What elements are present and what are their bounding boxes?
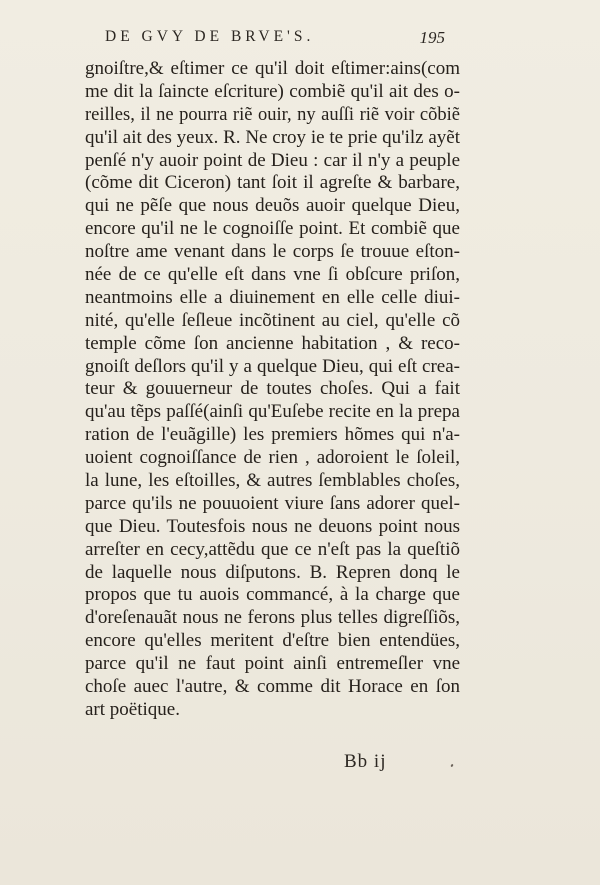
text-line: qu'au tẽps paſſé(ainſi qu'Euſebe recite en la prepa xyxy=(85,401,460,423)
text-line: ration de l'euãgille) les premiers hõmes qui n'a- xyxy=(85,424,460,446)
text-line: choſe auec l'autre, & comme dit Horace en ſon xyxy=(85,676,460,698)
text-line: penſé n'y auoir point de Dieu : car il n'y a peuple xyxy=(85,149,460,171)
text-line: teur & gouuerneur de toutes choſes. Qui a fait xyxy=(85,378,460,400)
text-line: de laquelle nous diſputons. B. Repren donq le xyxy=(85,561,460,583)
text-line: reilles, il ne pourra riẽ ouir, ny auſſi riẽ voir cõbiẽ xyxy=(85,104,460,125)
text-line: noſtre ame venant dans le corps ſe trouue eſton- xyxy=(85,241,460,263)
text-line: gnoiſtre,& eſtimer ce qu'il doit eſtimer:ains(com xyxy=(85,58,460,79)
text-line: encore qu'il ne le cognoiſſe point. Et combiẽ que xyxy=(85,218,460,240)
ink-speck xyxy=(450,764,453,768)
running-title: DE GVY DE BRVE'S. xyxy=(105,28,315,45)
text-line: uoient cognoiſſance de rien , adoroient le ſoleil, xyxy=(85,447,460,469)
text-line: parce qu'ils ne pouuoient viure ſans adorer quel- xyxy=(85,492,460,514)
text-line: parce qu'il ne faut point ainſi entremeſler vne xyxy=(85,653,460,675)
text-line: que Dieu. Toutesfois nous ne deuons point nous xyxy=(85,515,460,537)
text-line: neantmoins elle a diuinement en elle celle diui- xyxy=(85,286,460,308)
text-line: née de ce qu'elle eſt dans vne ſi obſcure priſon, xyxy=(85,264,460,286)
signature-mark: Bb ij xyxy=(344,751,387,772)
text-line: nité, qu'elle ſeſleue incõtinent au ciel, qu'elle cõ xyxy=(85,309,460,331)
text-line: propos que tu auois commancé, à la charge que xyxy=(85,584,460,606)
text-line: me dit la ſaincte eſcriture) combiẽ qu'il ait des o- xyxy=(85,80,460,102)
page-number: 195 xyxy=(419,28,445,47)
text-line: temple cõme ſon ancienne habitation , & reco- xyxy=(85,332,460,354)
running-head xyxy=(100,28,445,52)
text-line: d'oreſenauãt nous ne ferons plus telles digreſſiõs, xyxy=(85,607,460,629)
body-text xyxy=(85,58,460,722)
text-line: qui ne pẽſe que nous deuõs auoir quelque Dieu, xyxy=(85,195,460,217)
text-line: qu'il ait des yeux. R. Ne croy ie te prie qu'ilz ayẽt xyxy=(85,126,460,148)
text-line: arreſter en cecy,attẽdu que ce n'eſt pas la queſtiõ xyxy=(85,538,460,560)
text-line: art poëtique. xyxy=(85,698,180,720)
text-line: la lune, les eſtoilles, & autres ſemblables choſes, xyxy=(85,470,460,492)
text-line: encore qu'elles meritent d'eſtre bien entendües, xyxy=(85,630,460,652)
text-line: (cõme dit Ciceron) tant ſoit il agreſte & barbare, xyxy=(85,172,460,194)
text-line: gnoiſt deſlors qu'il y a quelque Dieu, qui eſt crea- xyxy=(85,355,460,377)
